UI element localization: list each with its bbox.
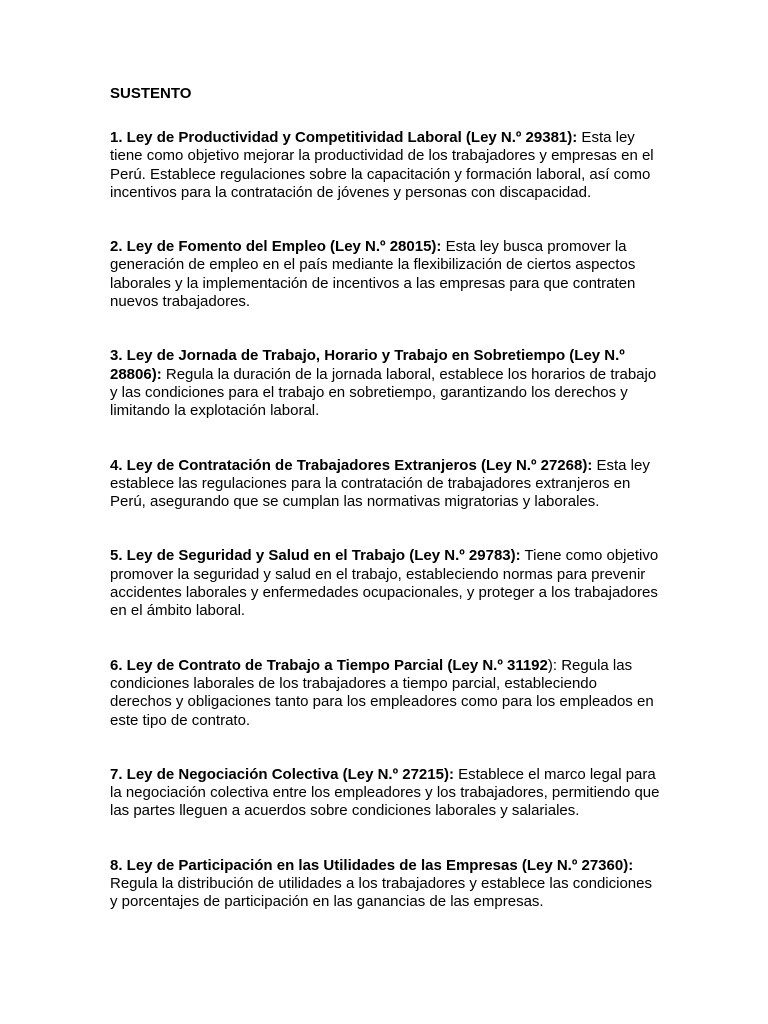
law-description: Establece el marco legal para la negociación colectiva entre los empleadores y los trabajadores, permitiendo que las partes lleguen a acuerdos sobre condiciones laborales y salariales.: [110, 765, 660, 820]
law-description: Regula la duración de la jornada laboral, establece los horarios de trabajo y las condiciones para el trabajo en sobretiempo, garantizando los derechos y limitando la explotación laboral.: [110, 365, 657, 420]
law-title: 1. Ley de Productividad y Competitividad Laboral (Ley N.º 29381):: [110, 129, 578, 146]
law-title: 3. Ley de Jornada de Trabajo, Horario y Trabajo en Sobretiempo (Ley N.º 28806):: [110, 347, 625, 383]
law-description: Esta ley establece las regulaciones para la contratación de trabajadores extranjeros en Perú, asegurando que se cumplan las normativas migratorias y laborales.: [110, 456, 650, 511]
law-description: Tiene como objetivo promover la seguridad y salud en el trabajo, estableciendo normas para prevenir accidentes laborales y enfermedades ocupacionales, y proteger a los trabajadores en el ámbito laboral.: [110, 547, 659, 620]
law-item-1: [110, 129, 660, 202]
document-page: [110, 84, 660, 948]
law-title: 8. Ley de Participación en las Utilidades de las Empresas (Ley N.º 27360):: [110, 856, 634, 874]
law-title: 2. Ley de Fomento del Empleo (Ley N.º 28015):: [110, 238, 442, 256]
document-heading: SUSTENTO: [110, 85, 192, 102]
law-item-5: [110, 547, 660, 620]
law-title: 7. Ley de Negociación Colectiva (Ley N.º 27215):: [110, 765, 454, 783]
law-title: 5. Ley de Seguridad y Salud en el Trabajo (Ley N.º 29783):: [110, 547, 521, 565]
law-item-6: [110, 657, 660, 730]
law-title: 6. Ley de Contrato de Trabajo a Tiempo Parcial (Ley N.º 31192: [110, 656, 548, 674]
law-description: ): Regula las condiciones laborales de los trabajadores a tiempo parcial, estableciendo derechos y obligaciones tanto para los empleadores como para los empleados en este tipo de contrato.: [110, 656, 654, 729]
law-item-8: [110, 857, 660, 912]
law-title: 4. Ley de Contratación de Trabajadores Extranjeros (Ley N.º 27268):: [110, 456, 593, 474]
law-item-7: [110, 766, 660, 821]
law-item-4: [110, 457, 660, 512]
law-item-3: [110, 347, 660, 420]
law-description: Esta ley tiene como objetivo mejorar la productividad de los trabajadores y empresas en el Perú. Establece regulaciones sobre la capacitación y formación laboral, así como incentivos para la contratación de jóvenes y personas con discapacidad.: [110, 129, 654, 201]
law-item-2: [110, 238, 660, 311]
law-description: Regula la distribución de utilidades a los trabajadores y establece las condiciones y porcentajes de participación en las ganancias de las empresas.: [110, 875, 652, 911]
law-description: Esta ley busca promover la generación de empleo en el país mediante la flexibilización de ciertos aspectos laborales y la implementación de incentivos a las empresas para que contraten nuevos trabajadores.: [110, 238, 636, 311]
